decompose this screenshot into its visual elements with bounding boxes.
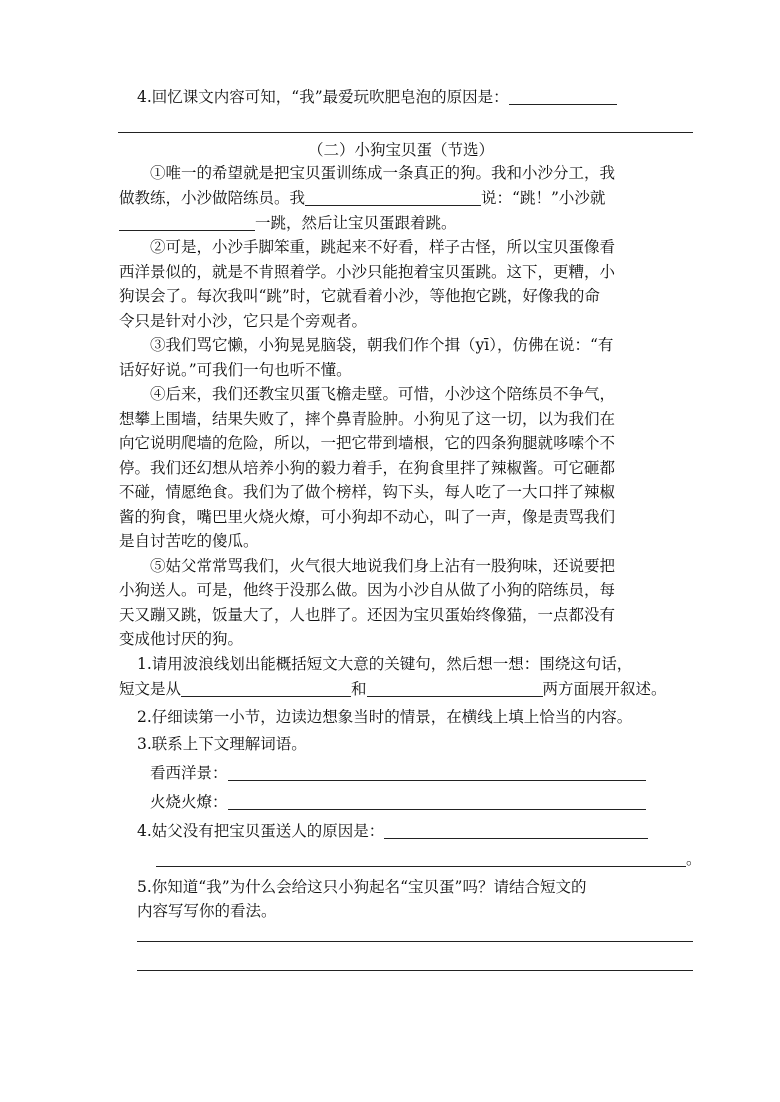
question-4 bbox=[137, 820, 648, 842]
p4-line-2: 想攀上围墙，结果失败了，摔个鼻青脸肿。小狗见了这一切，以为我们在 bbox=[119, 410, 616, 428]
question-3-term-1 bbox=[150, 762, 646, 784]
p4-line-4: 停。我们还幻想从培养小狗的毅力着手，在狗食里拌了辣椒酱。可它砸都 bbox=[119, 459, 616, 477]
question-3-blank-2[interactable] bbox=[228, 793, 646, 810]
p4-line-1: ④后来，我们还教宝贝蛋飞檐走壁。可惜，小沙这个陪练员不争气， bbox=[150, 385, 616, 403]
p3-line-2: 话好好说。”可我们一句也听不懂。 bbox=[119, 361, 352, 379]
p5-line-2: 小狗送人。可是，他终于没那么做。因为小沙自从做了小狗的陪练员，每 bbox=[119, 581, 616, 599]
question-4-blank-1[interactable] bbox=[384, 822, 648, 839]
p1-line-2-text: 做教练，小沙做陪练员。我 bbox=[119, 189, 306, 207]
p4-line-7: 是自讨苦吃的傻瓜。 bbox=[119, 532, 259, 550]
question-4-blank-2[interactable] bbox=[156, 850, 686, 867]
p5-line-3: 天又蹦又跳，饭量大了，人也胖了。还因为宝贝蛋始终像猫，一点都没有 bbox=[119, 606, 616, 624]
question-1-blank-2[interactable] bbox=[367, 680, 543, 697]
p2-line-1: ②可是，小沙手脚笨重，跳起来不好看，样子古怪，所以宝贝蛋像看 bbox=[150, 238, 616, 256]
p5-line-4: 变成他讨厌的狗。 bbox=[119, 630, 244, 648]
question-3-term-2 bbox=[150, 791, 646, 813]
p5-line-1: ⑤姑父常常骂我们，火气很大地说我们身上沾有一股狗味，还说要把 bbox=[150, 557, 616, 575]
question-4-line-2 bbox=[156, 848, 702, 870]
question-1-text-b: 和 bbox=[351, 680, 367, 698]
p1-line-1: ①唯一的希望就是把宝贝蛋训练成一条真正的狗。我和小沙分工，我 bbox=[150, 164, 616, 182]
p1-line-2 bbox=[119, 187, 605, 209]
question-1-blank-1[interactable] bbox=[181, 680, 351, 697]
question-5-line-1: 5.你知道“我”为什么会给这只小狗起名“宝贝蛋”吗？请结合短文的 bbox=[137, 878, 587, 896]
passage-title: （二）小狗宝贝蛋（节选） bbox=[308, 141, 495, 159]
prev-question-4-blank[interactable] bbox=[509, 88, 617, 105]
p2-line-3: 狗误会了。每次我叫“跳”时，它就看着小沙，等他抱它跳，好像我的命 bbox=[119, 287, 600, 305]
p2-line-4: 令只是针对小沙，它只是个旁观者。 bbox=[119, 312, 368, 330]
prev-question-4 bbox=[137, 86, 617, 108]
question-1-line-2 bbox=[119, 678, 667, 700]
p4-line-3: 向它说明爬墙的危险，所以，一把它带到墙根，它的四条狗腿就哆嗦个不 bbox=[119, 434, 616, 452]
p1-blank-2[interactable] bbox=[119, 214, 255, 231]
p3-line-1: ③我们骂它懒，小狗晃晃脑袋，朝我们作个揖（yī），仿佛在说：“有 bbox=[150, 336, 614, 354]
question-1-text-a: 短文是从 bbox=[119, 680, 182, 698]
question-4-end: 。 bbox=[686, 850, 702, 868]
question-4-text: 4.姑父没有把宝贝蛋送人的原因是： bbox=[137, 822, 385, 840]
question-1-text-c: 两方面展开叙述。 bbox=[542, 680, 667, 698]
question-5-answer-line-2[interactable] bbox=[137, 970, 693, 971]
p1-line-3 bbox=[119, 212, 457, 234]
prev-question-4-text: 4.回忆课文内容可知，“我”最爱玩吹肥皂泡的原因是： bbox=[137, 88, 509, 106]
p1-blank-1[interactable] bbox=[305, 189, 481, 206]
p4-line-6: 酱的狗食，嘴巴里火烧火燎，可小狗却不动心，叫了一声，像是责骂我们 bbox=[119, 508, 616, 526]
question-1-line-1: 1.请用波浪线划出能概括短文大意的关键句，然后想一想：围绕这句话， bbox=[137, 655, 633, 673]
question-3-term-1-label: 看西洋景： bbox=[150, 764, 228, 782]
p4-line-5: 不碰，情愿绝食。我们为了做个榜样，钩下头，每人吃了一大口拌了辣椒 bbox=[119, 483, 616, 501]
question-5-answer-line-1[interactable] bbox=[137, 941, 693, 942]
question-3: 3.联系上下文理解词语。 bbox=[137, 735, 307, 753]
question-3-blank-1[interactable] bbox=[228, 764, 646, 781]
p1-line-2-tail: 说：“跳！”小沙就 bbox=[481, 189, 606, 207]
question-2: 2.仔细读第一小节，边读边想象当时的情景，在横线上填上恰当的内容。 bbox=[137, 708, 633, 726]
question-3-term-2-label: 火烧火燎： bbox=[150, 793, 228, 811]
question-5-line-2: 内容写写你的看法。 bbox=[137, 902, 277, 920]
section-divider bbox=[118, 132, 693, 133]
p1-line-3-text: 一跳，然后让宝贝蛋跟着跳。 bbox=[255, 214, 457, 232]
p2-line-2: 西洋景似的，就是不肯照着学。小沙只能抱着宝贝蛋跳。这下，更糟，小 bbox=[119, 263, 616, 281]
